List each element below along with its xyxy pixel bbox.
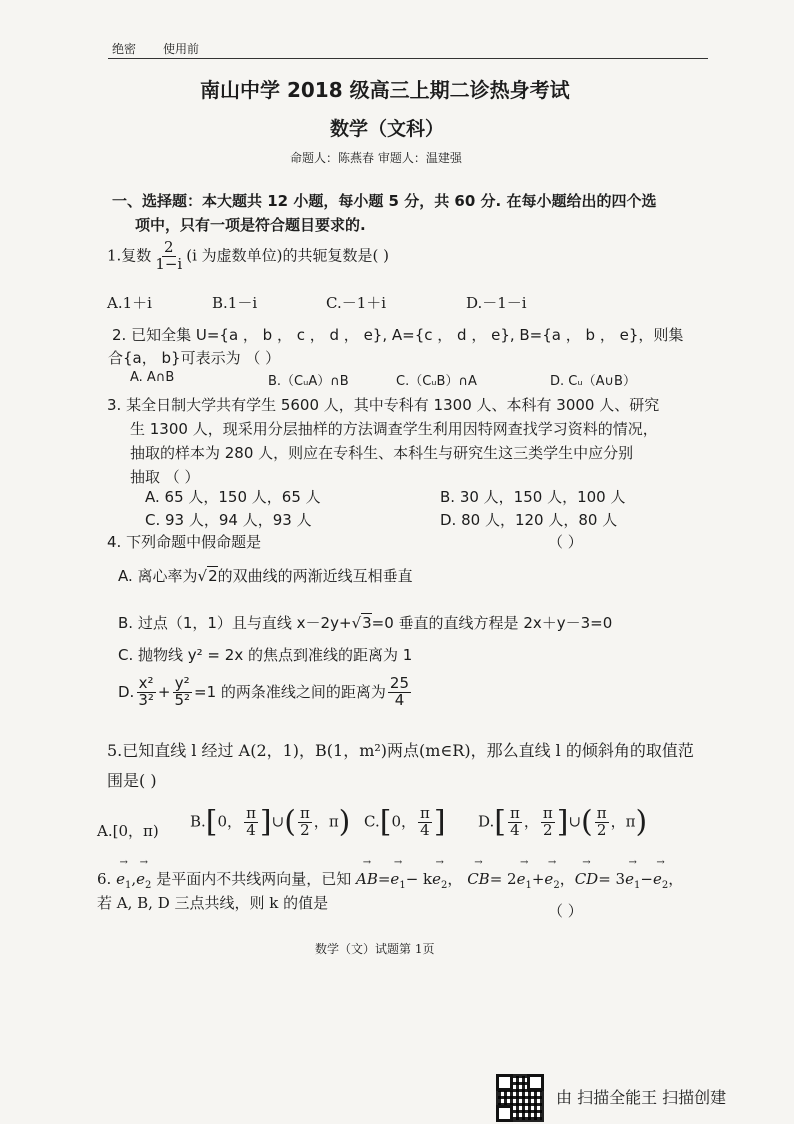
- qr-corner-tr: [527, 1074, 544, 1091]
- q5-d-frac2: [541, 806, 555, 839]
- question-2-line1: 2. 已知全集 U={a ， b ， c ， d ， e}, A={c ， d ， e}, B={a ， b ， e}，则集: [112, 326, 684, 344]
- q6-cd-label: CD: [574, 870, 599, 888]
- q5-d-label: D.: [478, 812, 495, 831]
- q6-cb-e1-letter: e: [516, 870, 526, 888]
- q6-vec-ab: [356, 870, 378, 888]
- header-before-use: 使用前: [163, 42, 200, 56]
- q5-b-zero: 0，: [217, 812, 243, 831]
- q6-plus: +: [531, 870, 545, 888]
- q4-d-frac1-den: 3²: [138, 690, 154, 709]
- q6-ab-e2-sub: 2: [441, 880, 448, 891]
- q1-denominator: 1−i: [155, 254, 183, 273]
- header-rule: [108, 58, 708, 59]
- q6-eq-cd: = 3: [598, 870, 626, 888]
- q5-b-label: B.: [190, 812, 206, 831]
- q6-e2-letter: e: [136, 870, 146, 888]
- q4-b-prefix: B. 过点（1，1）且与直线 x－2y+: [118, 614, 352, 632]
- q4-option-a: A. 离心率为√2的双曲线的两渐近线互相垂直: [118, 567, 413, 585]
- q6-ab-e1: [390, 870, 405, 891]
- q6-eq-ab: =: [377, 870, 391, 888]
- q6-vec-cd: [575, 870, 599, 888]
- question-3-line3: 抽取的样本为 280 人，则应在专科生、本科生与研究生这三类学生中应分别: [130, 444, 634, 462]
- q5-c-label: C.: [364, 812, 380, 831]
- q4-d-frac3: [388, 676, 411, 709]
- q5-b-frac2-num: π: [299, 804, 310, 822]
- q4-d-frac1: [136, 676, 156, 709]
- q6-cb-e2-sub: 2: [553, 880, 560, 891]
- q5-d-frac2-num: π: [542, 804, 553, 822]
- q5-b-frac2: [298, 806, 312, 839]
- q5-d-pi: π: [625, 812, 636, 831]
- q6-number: 6.: [97, 870, 112, 888]
- page-footer: 数学（文）试题第 1页: [315, 942, 435, 956]
- q5-d-frac3-den: 2: [596, 820, 607, 839]
- q5-b-pi: π: [328, 812, 339, 831]
- q4-d-plus: +: [157, 682, 171, 701]
- q6-eq-cb: = 2: [489, 870, 517, 888]
- q5-d-frac1-num: π: [509, 804, 520, 822]
- q6-cb-e1: [517, 870, 532, 891]
- q5-c-frac: [418, 806, 432, 839]
- q6-ab-e2-letter: e: [432, 870, 442, 888]
- qr-corner-tl: [496, 1074, 513, 1091]
- question-3-line2: 生 1300 人，现采用分层抽样的方法调查学生利用因特网查找学习资料的情况，: [130, 420, 658, 438]
- q1-option-c: C.－1＋i: [326, 294, 387, 312]
- q5-option-b: B.[0， $\frac{\pi}{4}$ ]∪( $\frac{\pi}{2}$ ，π): [190, 804, 351, 840]
- q3-option-c: C. 93 人，94 人，93 人: [145, 511, 312, 529]
- q3-option-a: A. 65 人，150 人，65 人: [145, 488, 321, 506]
- q6-ab-e1-sub: 1: [399, 880, 406, 891]
- q2-option-b: B.（CᵤA）∩B: [268, 374, 349, 389]
- q6-cd-e1: [625, 870, 640, 891]
- q6-comma1: ，: [447, 870, 463, 888]
- q4-b-root: 3: [362, 614, 372, 632]
- q6-vec-e1: [116, 870, 131, 891]
- q4-a-root: 2: [208, 567, 218, 585]
- q6-cd-e2-sub: 2: [661, 880, 669, 891]
- q6-e1-letter: e: [116, 870, 125, 888]
- q2-option-a: A. A∩B: [130, 370, 175, 385]
- q6-vec-e2: [136, 870, 151, 891]
- q5-b-comma: ，: [313, 812, 329, 831]
- question-3-line4: 抽取 （ ）: [130, 468, 200, 486]
- q5-c-zero: 0，: [391, 812, 416, 831]
- q5-option-c: C.[0， $\frac{\pi}{4}$ ]: [364, 804, 446, 840]
- q5-d-frac1-den: 4: [510, 820, 520, 839]
- q6-comma2: ，: [559, 870, 575, 888]
- q5-c-frac-den: 4: [420, 820, 430, 839]
- question-6-line2: 若 A, B, D 三点共线，则 k 的值是: [97, 894, 329, 912]
- q4-d-frac1-num: x²: [138, 674, 154, 692]
- subject-title: 数学（文科）: [330, 118, 445, 140]
- q5-b-cup: ∪: [271, 812, 285, 831]
- q5-d-comma2: ，: [610, 812, 626, 831]
- qr-corner-bl: [496, 1105, 513, 1122]
- q6-cd-e1-letter: e: [625, 870, 634, 888]
- q6-minus: −: [640, 870, 653, 888]
- q6-cb-e2: [544, 870, 559, 891]
- question-1-stem: [107, 240, 389, 273]
- q6-cb-e1-sub: 1: [525, 880, 532, 891]
- q4-option-b: B. 过点（1，1）且与直线 x－2y+√3=0 垂直的直线方程是 2x＋y－3=0: [118, 614, 613, 632]
- q6-e1-sub: 1: [124, 880, 132, 891]
- question-2-line2: 合{a， b}可表示为 （ ）: [108, 349, 281, 367]
- q5-d-frac3: [595, 806, 609, 839]
- q5-b-frac2-den: 2: [300, 820, 310, 839]
- q3-option-d: D. 80 人，120 人，80 人: [440, 511, 618, 529]
- q1-option-a: A.1＋i: [107, 294, 152, 312]
- q5-d-frac2-den: 2: [543, 820, 553, 839]
- q6-ab-label: AB: [355, 870, 378, 888]
- question-6-paren: （ ）: [548, 902, 583, 920]
- q4-a-prefix: A. 离心率为: [118, 567, 198, 585]
- q6-sep: ,: [131, 870, 137, 888]
- q5-b-frac1: [244, 806, 258, 839]
- exam-title: 南山中学 2018 级高三上期二诊热身考试: [200, 78, 570, 102]
- header-secret: 绝密: [112, 42, 137, 56]
- q6-cd-e1-sub: 1: [634, 880, 641, 891]
- q4-d-middle: =1 的两条准线之间的距离为: [194, 682, 386, 701]
- question-5-line2: 围是( ): [107, 771, 157, 790]
- q2-option-d: D. Cᵤ（A∪B）: [550, 374, 636, 389]
- q4-b-suffix: =0 垂直的直线方程是 2x＋y－3=0: [371, 614, 613, 632]
- q6-text: 是平面内不共线两向量，已知: [156, 870, 352, 888]
- scanner-watermark: 由 扫描全能王 扫描创建: [556, 1088, 727, 1107]
- q1-numerator: 2: [164, 238, 174, 256]
- q5-b-frac1-num: π: [246, 804, 256, 822]
- q6-cb-label: CB: [467, 870, 490, 888]
- q6-e2-sub: 2: [145, 880, 152, 891]
- q1-fraction: [153, 240, 184, 273]
- q5-option-a: A.[0，π): [97, 822, 159, 840]
- section-instruction-line1: 一、选择题：本大题共 12 小题，每小题 5 分，共 60 分. 在每小题给出的四个选: [112, 192, 657, 210]
- q6-comma3: ，: [668, 870, 684, 888]
- q6-cd-e2-letter: e: [652, 870, 662, 888]
- q1-option-d: D.－1－i: [466, 294, 527, 312]
- q4-option-d: [118, 676, 413, 709]
- q4-d-prefix: D.: [118, 682, 135, 701]
- qr-code-icon: [496, 1074, 544, 1122]
- q5-d-comma1: ，: [523, 812, 539, 831]
- q4-d-frac2: [172, 676, 192, 709]
- q5-d-cup: ∪: [568, 812, 582, 831]
- q5-d-frac3-num: π: [596, 804, 607, 822]
- q1-option-b: B.1－i: [212, 294, 258, 312]
- q6-vec-cb: [467, 870, 490, 888]
- q1-prefix: 1.复数: [107, 246, 152, 265]
- q6-cd-e2: [653, 870, 668, 891]
- q4-d-frac2-den: 5²: [174, 690, 191, 709]
- question-4-paren: （ ）: [548, 533, 583, 551]
- q6-minus-k: − k: [405, 870, 433, 888]
- q4-option-c: C. 抛物线 y² = 2x 的焦点到准线的距离为 1: [118, 646, 413, 664]
- q4-d-frac2-num: y²: [174, 674, 190, 692]
- question-5-line1: 5.已知直线 l 经过 A(2，1)，B(1，m²)两点(m∈R)，那么直线 l 的倾斜角的取值范: [107, 741, 694, 760]
- question-4-stem: 4. 下列命题中假命题是: [107, 533, 262, 551]
- q5-c-frac-num: π: [419, 804, 430, 822]
- q4-a-suffix: 的双曲线的两渐近线互相垂直: [217, 567, 413, 585]
- q5-option-d: D.[ $\frac{\pi}{4}$ ， $\frac{\pi}{2}$ ]∪( $\frac{\pi}{2}$ ，π): [478, 804, 648, 840]
- question-3-line1: 3. 某全日制大学共有学生 5600 人，其中专科有 1300 人、本科有 3000 人、研究: [107, 396, 660, 414]
- q4-d-frac3-num: 25: [389, 674, 410, 692]
- question-6-line1: [97, 868, 683, 891]
- q6-cb-e2-letter: e: [544, 870, 554, 888]
- section-instruction-line2: 项中，只有一项是符合题目要求的.: [135, 216, 366, 234]
- q2-option-c: C.（CᵤB）∩A: [396, 374, 477, 389]
- q5-d-frac1: [508, 806, 522, 839]
- authors-line: 命题人：陈燕春 审题人：温建强: [290, 151, 462, 165]
- q6-ab-e2: [432, 870, 447, 891]
- q3-option-b: B. 30 人，150 人，100 人: [440, 488, 626, 506]
- q1-suffix: (i 为虚数单位)的共轭复数是( ): [186, 246, 389, 265]
- q5-b-frac1-den: 4: [246, 820, 256, 839]
- q6-ab-e1-letter: e: [390, 870, 400, 888]
- q4-d-frac3-den: 4: [394, 690, 405, 709]
